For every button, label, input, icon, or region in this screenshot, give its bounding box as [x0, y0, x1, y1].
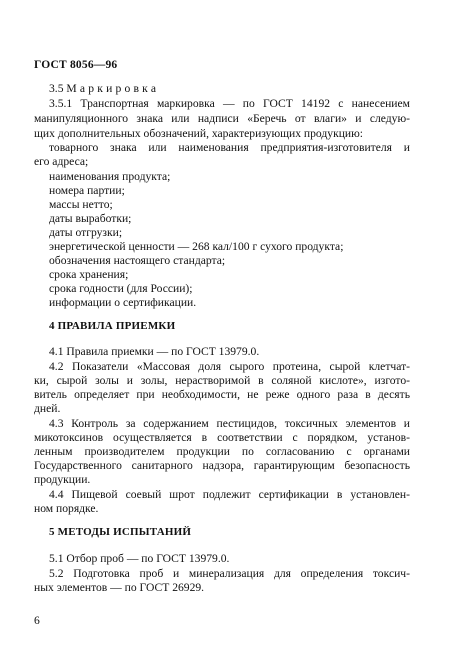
paragraph-line: 4.4 Пищевой соевый шрот подлежит сертификации в установлен-	[49, 488, 410, 501]
section-number: 3.5	[49, 82, 64, 95]
paragraph-line: 4.3 Контроль за содержанием пестицидов, токсичных элементов и	[49, 417, 410, 430]
page-number: 6	[34, 614, 40, 627]
list-item: даты отгрузки;	[49, 226, 123, 239]
section-title: Маркировка	[66, 82, 160, 95]
section-4-heading: 4 ПРАВИЛА ПРИЕМКИ	[49, 320, 176, 332]
paragraph-line: Государственного санитарного надзора, гарантирующим безопасность	[34, 459, 410, 472]
paragraph-line: 5.2 Подготовка проб и минерализация для определения токсич-	[49, 567, 410, 580]
list-item: даты выработки;	[49, 212, 132, 225]
list-item: его адреса;	[34, 155, 89, 168]
paragraph-line: 5.1 Отбор проб — по ГОСТ 13979.0.	[49, 552, 230, 565]
paragraph-line: 3.5.1 Транспортная маркировка — по ГОСТ 14192 с нанесением	[49, 97, 410, 110]
paragraph-line: ленным производителем продукции по согласованию с органами	[34, 445, 410, 458]
paragraph-line: витель определяет при необходимости, не реже одного раза в десять	[34, 388, 410, 401]
section-5-heading: 5 МЕТОДЫ ИСПЫТАНИЙ	[49, 526, 192, 538]
section-3-5-heading	[49, 82, 159, 96]
paragraph-line: 4.2 Показатели «Массовая доля сырого протеина, сырой клетчат-	[49, 360, 410, 373]
list-item: номера партии;	[49, 184, 125, 197]
paragraph-line: микотоксинов осуществляется в соответствии с порядком, установ-	[34, 431, 410, 444]
paragraph-line: ном порядке.	[34, 502, 99, 515]
list-item: срока годности (для России);	[49, 282, 193, 295]
document-header: ГОСТ 8056—96	[34, 59, 118, 71]
paragraph-line: манипуляционного знака или надписи «Беречь от влаги» и следую-	[34, 112, 410, 125]
paragraph-line: ки, сырой золы и золы, нерастворимой в соляной кислоте», изгото-	[34, 374, 410, 387]
list-item: информации о сертификации.	[49, 296, 197, 309]
list-item: массы нетто;	[49, 198, 113, 211]
list-item: срока хранения;	[49, 268, 129, 281]
paragraph-line: продукции.	[34, 473, 91, 486]
paragraph-line: дней.	[34, 402, 61, 415]
list-item: энергетической ценности — 268 кал/100 г сухого продукта;	[49, 240, 344, 253]
list-item: наименования продукта;	[49, 170, 171, 183]
list-item: обозначения настоящего стандарта;	[49, 254, 226, 267]
list-item: товарного знака или наименования предприятия-изготовителя и	[49, 141, 410, 154]
paragraph-line: щих дополнительных обозначений, характеризующих продукцию:	[34, 127, 364, 140]
paragraph-line: 4.1 Правила приемки — по ГОСТ 13979.0.	[49, 345, 260, 358]
paragraph-line: ных элементов — по ГОСТ 26929.	[34, 581, 205, 594]
